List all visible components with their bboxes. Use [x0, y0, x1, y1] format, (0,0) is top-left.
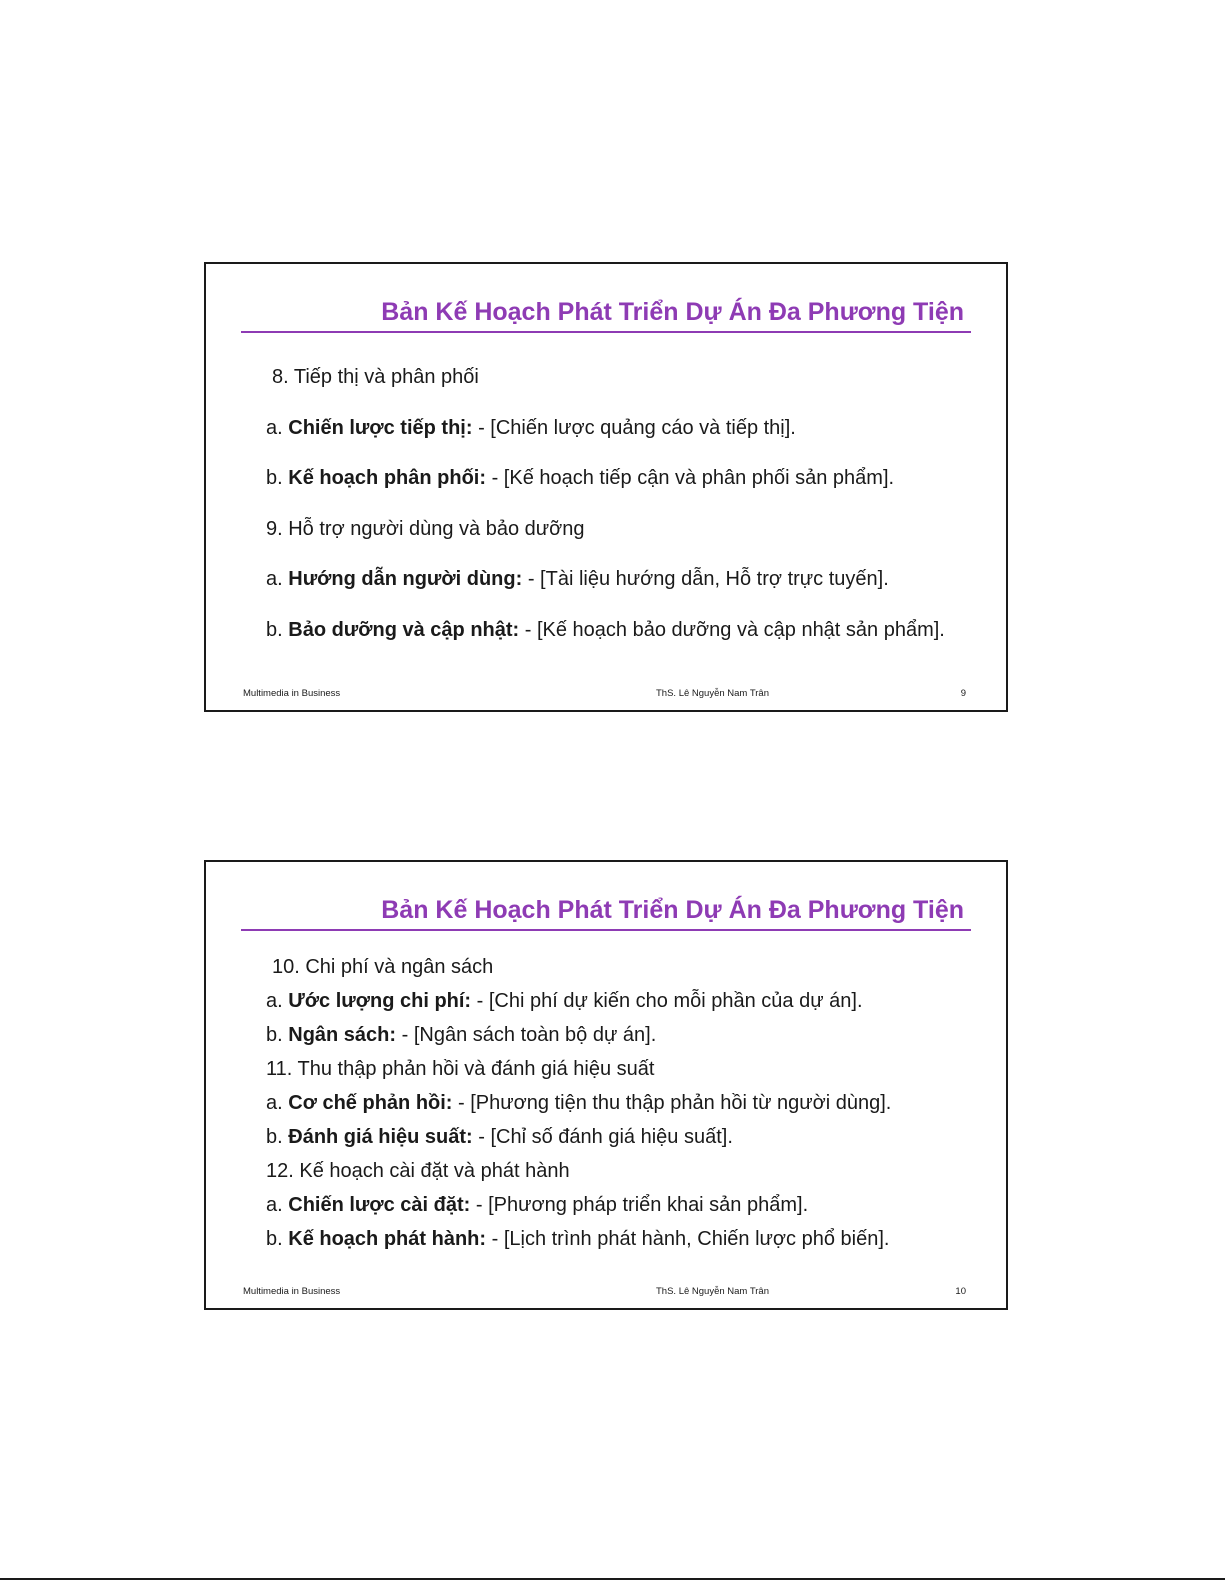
list-item: b. Bảo dưỡng và cập nhật: - [Kế hoạch bảo dưỡng và cập nhật sản phẩm]. — [266, 618, 945, 641]
slide-title: Bản Kế Hoạch Phát Triển Dự Án Đa Phương Tiện — [381, 298, 964, 326]
list-item: b. Kế hoạch phân phối: - [Kế hoạch tiếp cận và phân phối sản phẩm]. — [266, 467, 895, 489]
list-item: a. Cơ chế phản hồi: - [Phương tiện thu thập phản hồi từ người dùng]. — [266, 1092, 892, 1114]
slide-page-9 — [204, 262, 1008, 712]
slide-page-10 — [204, 860, 1008, 1310]
footer-course: Multimedia in Business — [243, 1286, 341, 1297]
slide-title: Bản Kế Hoạch Phát Triển Dự Án Đa Phương Tiện — [381, 896, 964, 924]
title-underline — [241, 929, 971, 931]
list-item: b. Kế hoạch phát hành: - [Lịch trình phát hành, Chiến lược phổ biến]. — [266, 1228, 890, 1250]
section-heading: 10. Chi phí và ngân sách — [272, 956, 494, 978]
section-heading: 8. Tiếp thị và phân phối — [272, 366, 479, 388]
footer-author: ThS. Lê Nguyễn Nam Trân — [656, 688, 769, 699]
footer-page-number: 9 — [960, 688, 966, 699]
slide-content — [266, 950, 986, 1256]
footer-author: ThS. Lê Nguyễn Nam Trân — [656, 1286, 769, 1297]
list-item: a. Chiến lược cài đặt: - [Phương pháp triển khai sản phẩm]. — [266, 1194, 809, 1216]
list-item: a. Ước lượng chi phí: - [Chi phí dự kiến cho mỗi phần của dự án]. — [266, 990, 863, 1012]
section-heading: 12. Kế hoạch cài đặt và phát hành — [266, 1160, 570, 1182]
list-item: b. Ngân sách: - [Ngân sách toàn bộ dự án]. — [266, 1024, 657, 1046]
footer-page-number: 10 — [955, 1286, 966, 1297]
list-item: a. Hướng dẫn người dùng: - [Tài liệu hướng dẫn, Hỗ trợ trực tuyến]. — [266, 568, 889, 590]
page-bottom-border — [0, 1578, 1225, 1580]
list-item: a. Chiến lược tiếp thị: - [Chiến lược quảng cáo và tiếp thị]. — [266, 416, 796, 439]
section-heading: 11. Thu thập phản hồi và đánh giá hiệu suất — [266, 1058, 655, 1080]
footer-course: Multimedia in Business — [243, 688, 341, 699]
slide-content — [266, 352, 986, 655]
title-underline — [241, 331, 971, 333]
list-item: b. Đánh giá hiệu suất: - [Chỉ số đánh giá hiệu suất]. — [266, 1126, 733, 1148]
section-heading: 9. Hỗ trợ người dùng và bảo dưỡng — [266, 517, 585, 540]
